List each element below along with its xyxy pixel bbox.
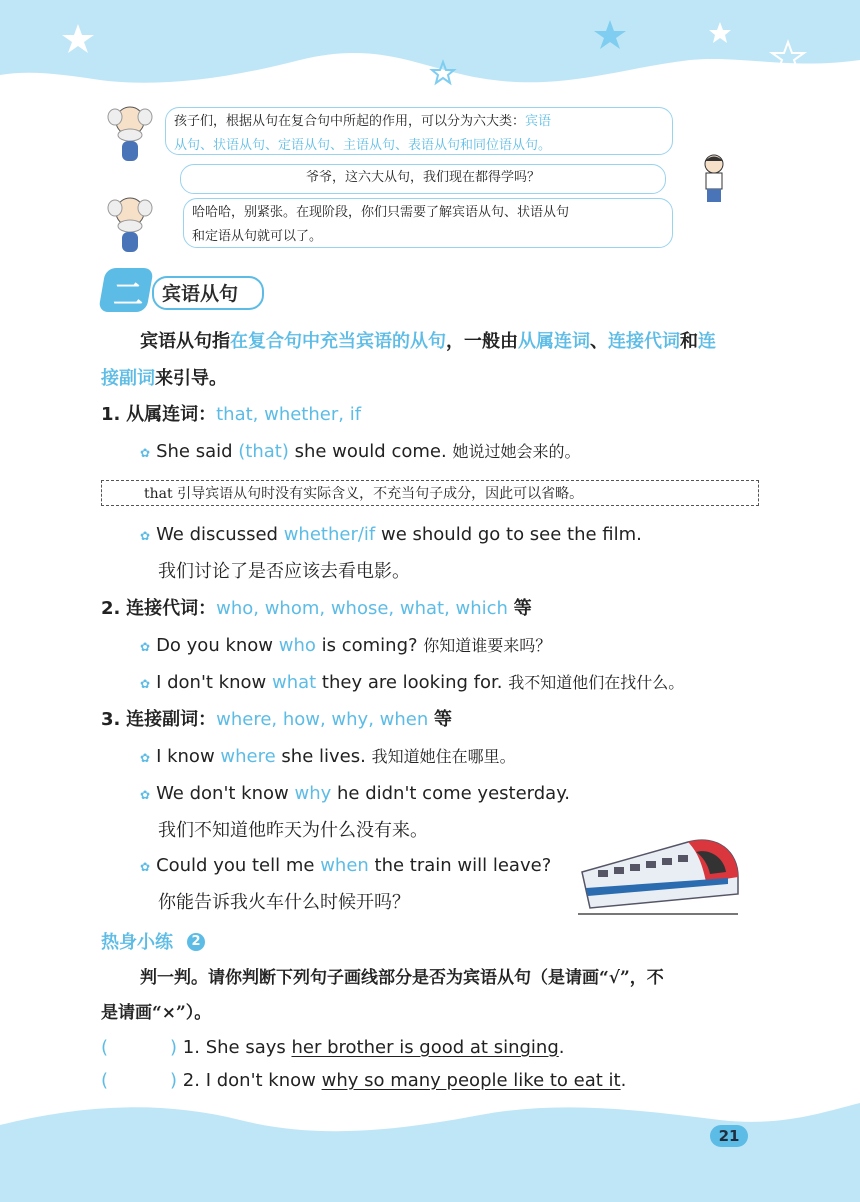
flower-bullet-icon: ✿ <box>140 860 151 874</box>
practice-instruction-cont: 是请画“×”）。 <box>101 1003 212 1023</box>
bubble-text: 和定语从句就可以了。 <box>192 229 323 244</box>
bottom-wave-decoration <box>0 1095 860 1202</box>
answer-paren-open: ( <box>101 1037 109 1058</box>
example-sentence-4: ✿ I don't know what they are looking for. 我不知道他们在找什么。 <box>140 672 685 693</box>
answer-paren-open: ( <box>101 1070 109 1091</box>
item-heading-1: 1. 从属连词：that, whether, if <box>101 404 362 425</box>
boy-speech-bubble <box>180 164 666 194</box>
flower-bullet-icon: ✿ <box>140 677 151 691</box>
section-heading <box>102 268 262 312</box>
answer-paren-close: ) <box>170 1070 178 1091</box>
section-number: 二 <box>113 278 143 313</box>
item-heading-3: 3. 连接副词：where, how, why, when 等 <box>101 709 452 730</box>
bubble-highlight: 宾语 <box>525 114 552 129</box>
example-sentence-3: ✿ Do you know who is coming? 你知道谁要来吗？ <box>140 635 552 656</box>
example-sentence-1: ✿ She said (that) she would come. 她说过她会来的。 <box>140 441 581 462</box>
practice-number-badge: 2 <box>187 933 205 951</box>
bubble-text: 孩子们，根据从句在复合句中所起的作用，可以分为六大类： <box>174 114 526 129</box>
flower-bullet-icon: ✿ <box>140 640 151 654</box>
grandpa-icon <box>105 103 155 165</box>
intro-paragraph: 宾语从句指在复合句中充当宾语的从句，一般由从属连词、连接代词和连 <box>140 331 716 352</box>
flower-bullet-icon: ✿ <box>140 529 151 543</box>
practice-heading <box>101 930 201 956</box>
practice-title: 热身小练 <box>101 932 173 953</box>
note-box <box>101 480 759 506</box>
boy-icon <box>698 152 730 204</box>
top-wave-decoration <box>0 0 860 110</box>
page-number: 21 <box>710 1125 748 1147</box>
bubble-text: 哈哈哈，别紧张。在现阶段，你们只需要了解宾语从句、状语从句 <box>192 205 570 220</box>
flower-bullet-icon: ✿ <box>140 788 151 802</box>
grandpa-speech-bubble-2 <box>183 198 673 248</box>
grandpa-speech-bubble-1 <box>165 107 673 155</box>
item-heading-2: 2. 连接代词：who, whom, whose, what, which 等 <box>101 598 532 619</box>
note-text: that 引导宾语从句时没有实际含义，不充当句子成分，因此可以省略。 <box>144 486 584 502</box>
practice-instruction: 判一判。请你判断下列句子画线部分是否为宾语从句（是请画“√”，不 <box>140 968 664 988</box>
example-sentence-5: ✿ I know where she lives. 我知道她住在哪里。 <box>140 746 516 767</box>
grandpa-icon <box>105 194 155 256</box>
train-icon <box>578 832 746 924</box>
example-sentence-6: ✿ We don't know why he didn't come yesterday. <box>140 783 571 804</box>
bubble-text: 爷爷，这六大从句，我们现在都得学吗？ <box>305 170 540 185</box>
flower-bullet-icon: ✿ <box>140 446 151 460</box>
practice-question-1: ( ) 1. She says her brother is good at singing. <box>101 1037 565 1058</box>
example-translation-7: 你能告诉我火车什么时候开吗？ <box>158 892 410 913</box>
section-title: 宾语从句 <box>162 283 239 305</box>
intro-paragraph-cont: 接副词来引导。 <box>101 368 227 389</box>
flower-bullet-icon: ✿ <box>140 751 151 765</box>
example-translation-2: 我们讨论了是否应该去看电影。 <box>158 561 410 582</box>
example-translation-6: 我们不知道他昨天为什么没有来。 <box>158 820 428 841</box>
answer-paren-close: ) <box>170 1037 178 1058</box>
bubble-highlight: 从句、状语从句、定语从句、主语从句、表语从句和同位语从句。 <box>174 138 552 153</box>
example-sentence-2: ✿ We discussed whether/if we should go to see the film. <box>140 524 642 545</box>
example-sentence-7: ✿ Could you tell me when the train will leave? <box>140 855 552 876</box>
practice-question-2: ( ) 2. I don't know why so many people like to eat it. <box>101 1070 627 1091</box>
